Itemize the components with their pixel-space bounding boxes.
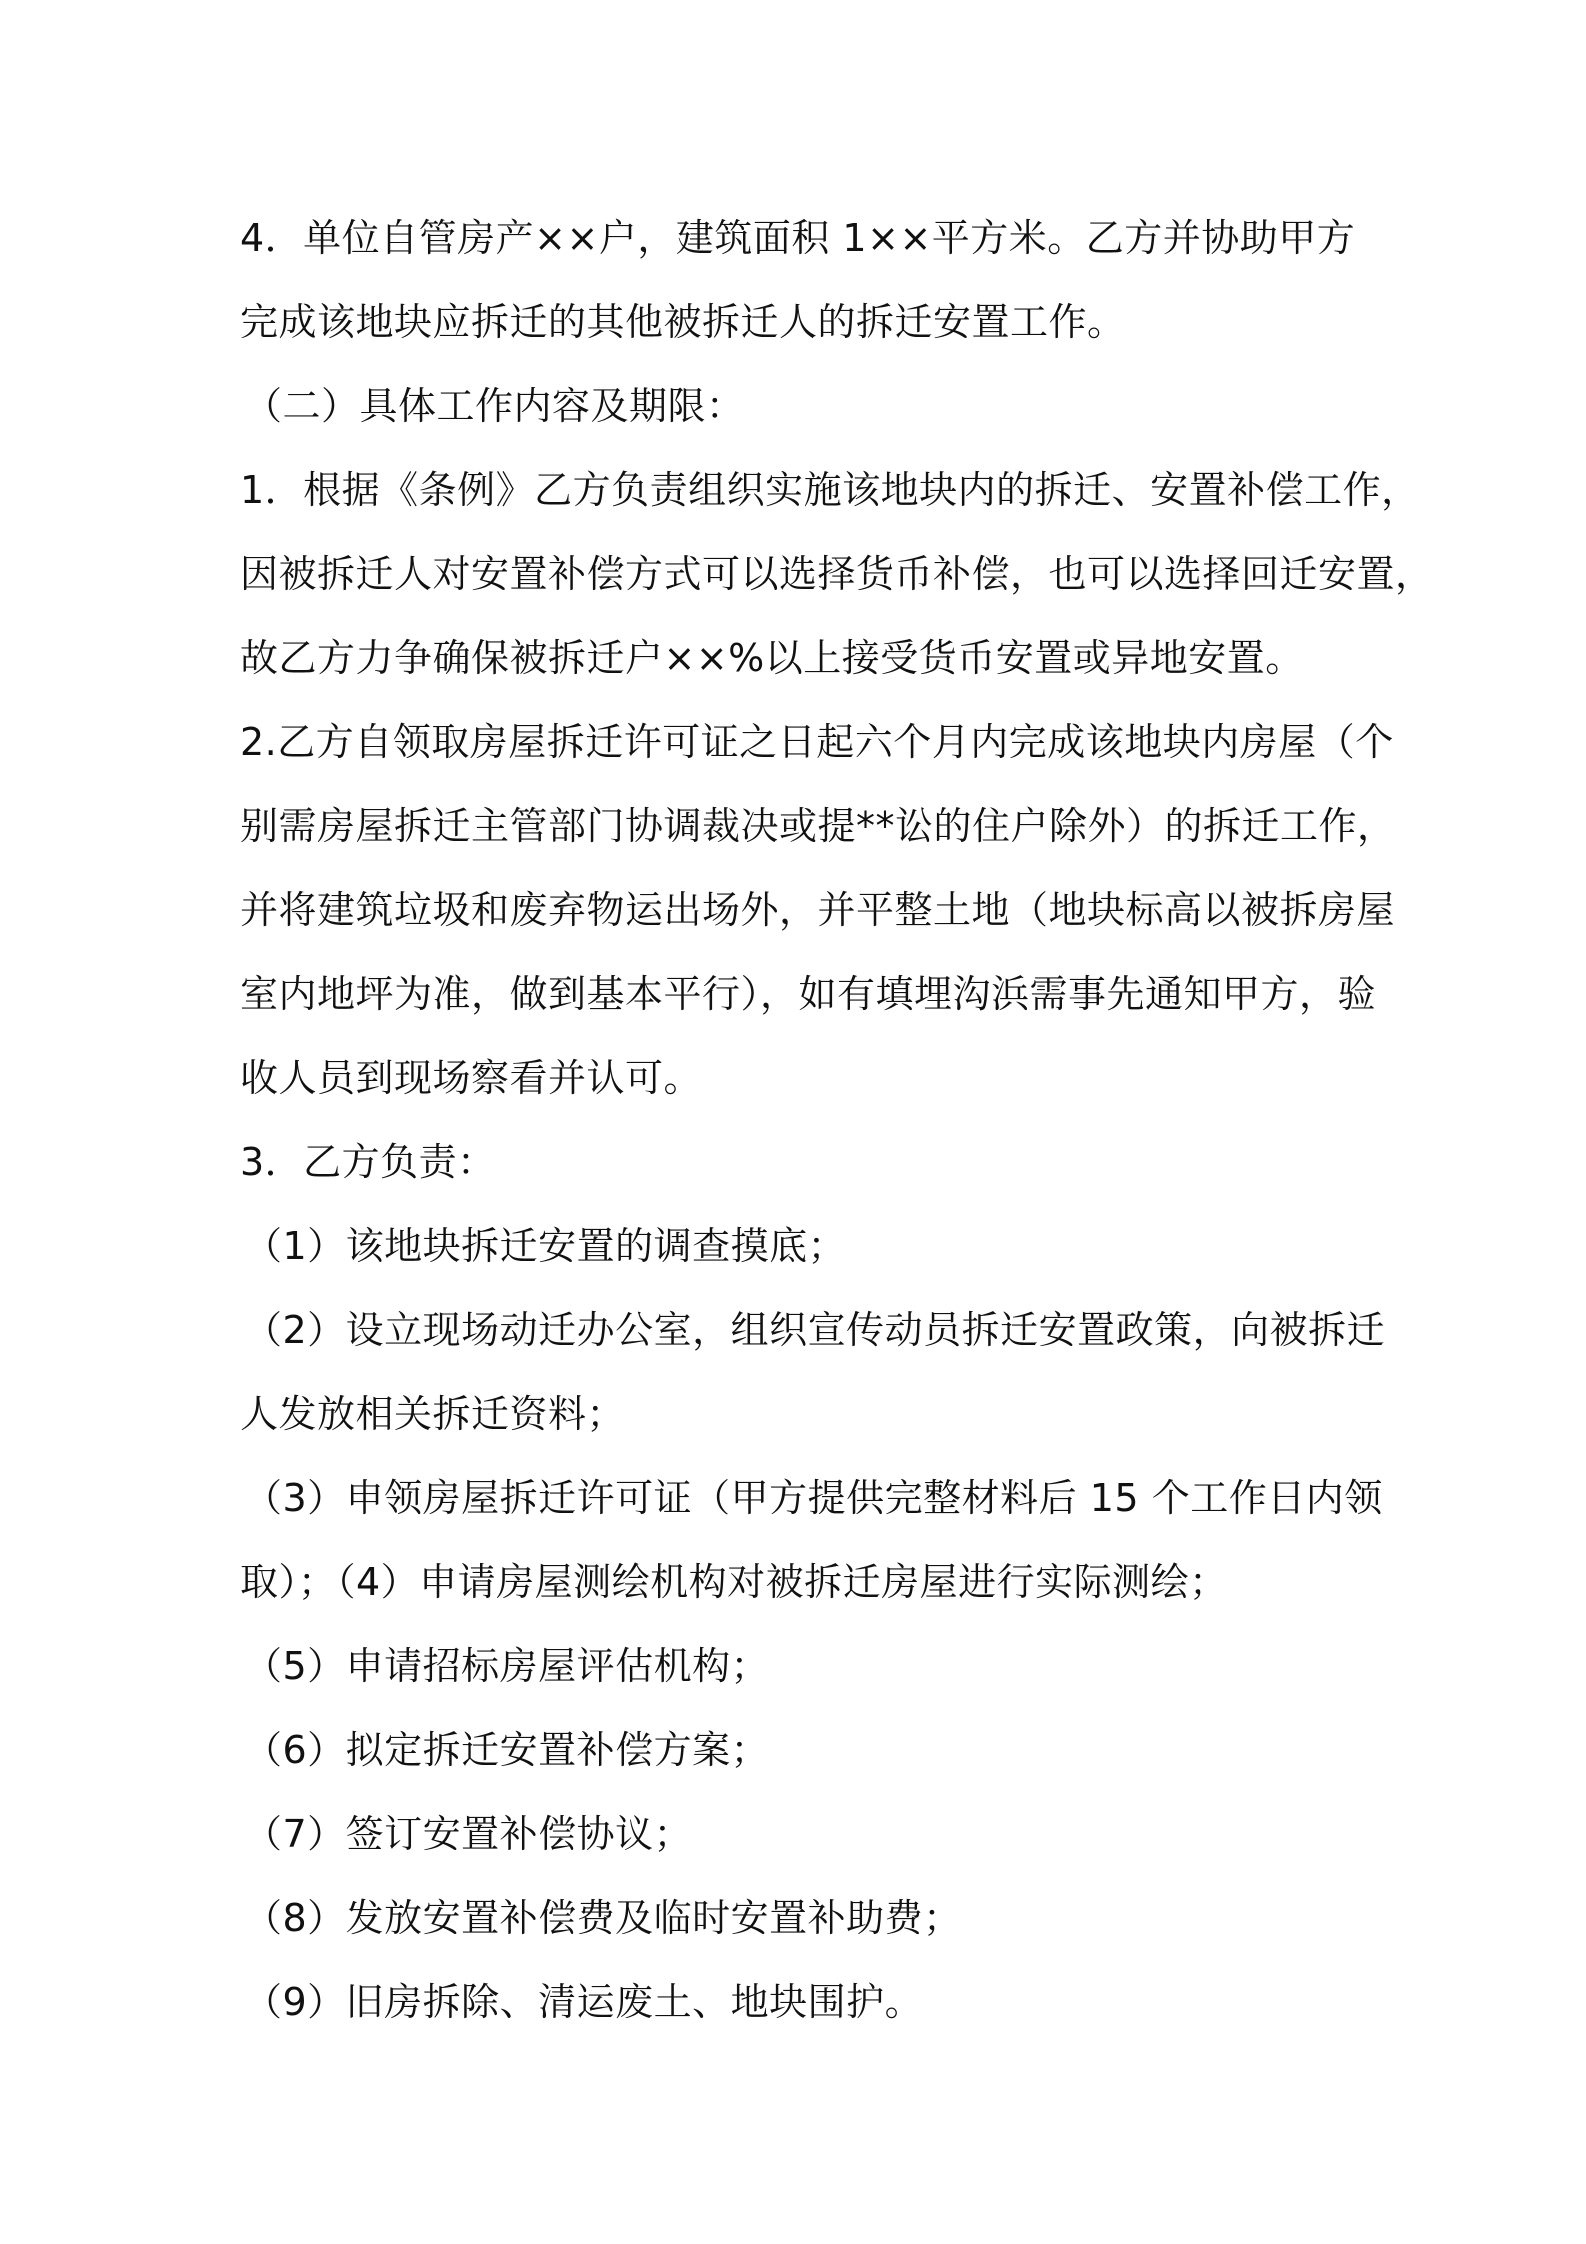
text-line: 4．单位自管房产××户，建筑面积 1××平方米。乙方并协助甲方: [240, 216, 1356, 260]
text-line: 2.乙方自领取房屋拆迁许可证之日起六个月内完成该地块内房屋（个: [240, 720, 1394, 764]
text-line: 并将建筑垃圾和废弃物运出场外，并平整土地（地块标高以被拆房屋: [240, 888, 1396, 932]
text-line: 别需房屋拆迁主管部门协调裁决或提**讼的住户除外）的拆迁工作，: [240, 804, 1396, 848]
list-item: （2）设立现场动迁办公室，组织宣传动员拆迁安置政策，向被拆迁: [244, 1308, 1386, 1352]
list-item: （1）该地块拆迁安置的调查摸底；: [244, 1224, 847, 1268]
list-item: （6）拟定拆迁安置补偿方案；: [244, 1728, 770, 1772]
text-line: 3．乙方负责：: [240, 1140, 496, 1184]
list-item: （9）旧房拆除、清运废土、地块围护。: [244, 1980, 924, 2024]
text-line: 因被拆迁人对安置补偿方式可以选择货币补偿，也可以选择回迁安置，: [240, 552, 1434, 596]
list-item: （7）签订安置补偿协议；: [244, 1812, 693, 1856]
document-body: [240, 196, 1434, 2044]
text-line: 室内地坪为准，做到基本平行），如有填埋沟浜需事先通知甲方，验: [240, 972, 1377, 1016]
text-line: 故乙方力争确保被拆迁户××%以上接受货币安置或异地安置。: [240, 636, 1304, 680]
text-line: 人发放相关拆迁资料；: [240, 1392, 626, 1436]
text-line: 1．根据《条例》乙方负责组织实施该地块内的拆迁、安置补偿工作，: [240, 468, 1420, 512]
list-item: （3）申领房屋拆迁许可证（甲方提供完整材料后 15 个工作日内领: [244, 1476, 1383, 1520]
text-line: 收人员到现场察看并认可。: [240, 1056, 703, 1100]
text-line: 取）；（4）申请房屋测绘机构对被拆迁房屋进行实际测绘；: [240, 1560, 1228, 1604]
section-heading: （二）具体工作内容及期限：: [244, 384, 745, 428]
list-item: （8）发放安置补偿费及临时安置补助费；: [244, 1896, 962, 1940]
list-item: （5）申请招标房屋评估机构；: [244, 1644, 770, 1688]
text-line: 完成该地块应拆迁的其他被拆迁人的拆迁安置工作。: [240, 300, 1126, 344]
